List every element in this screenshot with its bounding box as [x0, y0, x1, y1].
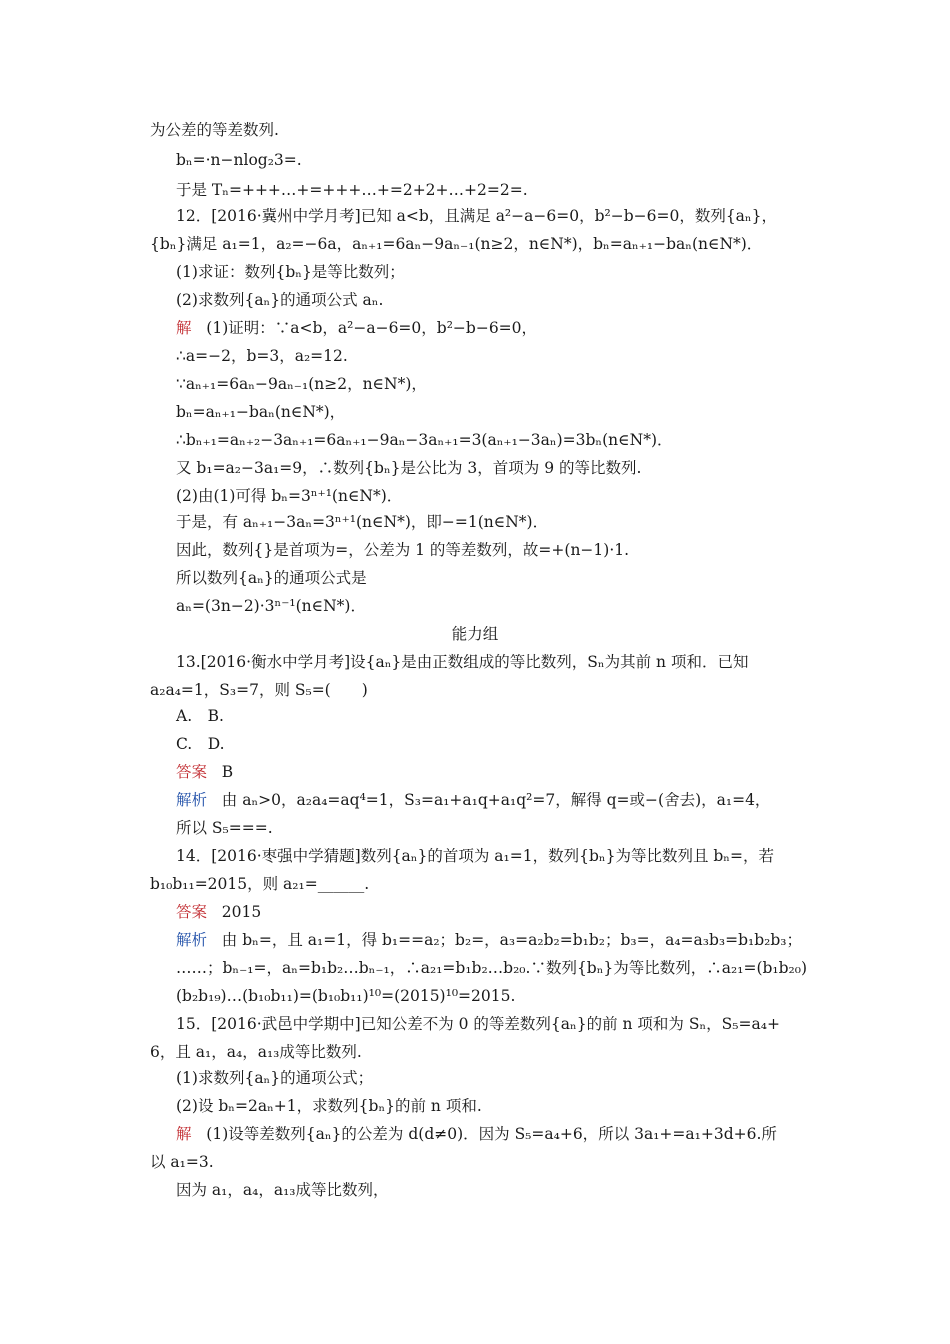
text-line: ∵aₙ₊₁=6aₙ−9aₙ₋₁(n≥2，n∈N*)， — [176, 375, 427, 393]
text-line: (1)求数列{aₙ}的通项公式； — [176, 1069, 374, 1087]
text-line: (1)求证：数列{bₙ}是等比数列； — [176, 263, 405, 281]
analysis-line — [176, 790, 770, 810]
text-line: 因此，数列{}是首项为=，公差为 1 的等差数列，故=+(n−1)·1. — [176, 541, 630, 559]
problem-15-heading: 15．[2016·武邑中学期中]已知公差不为 0 的等差数列{aₙ}的前 n 项和为 Sₙ，S₅=a₄+ — [176, 1015, 780, 1033]
answer-line — [176, 902, 261, 922]
problem-14-heading: 14．[2016·枣强中学猜题]数列{aₙ}的首项为 a₁=1，数列{bₙ}为等比数列且 bₙ=，若 — [176, 847, 774, 865]
text-line: ∴a=−2，b=3，a₂=12. — [176, 347, 348, 365]
text-line: 所以 S₅===. — [176, 819, 273, 837]
analysis-label: 解析 — [176, 791, 208, 809]
text-line: a₂a₄=1，S₃=7，则 S₅=( ) — [150, 681, 368, 699]
section-heading: 能力组 — [451, 625, 499, 643]
solution-label: 解 — [176, 319, 192, 337]
text-line: 于是 Tₙ=+++…+=+++…+=2+2+…+2=2=. — [176, 181, 528, 199]
text-line: 于是，有 aₙ₊₁−3aₙ=3ⁿ⁺¹(n∈N*)，即−=1(n∈N*)． — [176, 513, 549, 531]
analysis-label: 解析 — [176, 931, 208, 949]
text-line: b₁₀b₁₁=2015，则 a₂₁=______. — [150, 875, 370, 893]
text-line: 以 a₁=3. — [150, 1153, 214, 1171]
text-line: 又 b₁=a₂−3a₁=9，∴数列{bₙ}是公比为 3，首项为 9 的等比数列. — [176, 459, 642, 477]
text-line: (1)设等差数列{aₙ}的公差为 d(d≠0)．因为 S₅=a₄+6，所以 3a₁+=a₁+3d+6.所 — [206, 1125, 777, 1143]
answer-label: 答案 — [176, 903, 208, 921]
text-line: (2)求数列{aₙ}的通项公式 aₙ. — [176, 291, 384, 309]
text-line: 所以数列{aₙ}的通项公式是 — [176, 569, 367, 587]
text-line: (2)由(1)可得 bₙ=3ⁿ⁺¹(n∈N*)． — [176, 487, 403, 505]
solution-line — [176, 318, 537, 338]
text-line: 因为 a₁，a₄，a₁₃成等比数列， — [176, 1181, 389, 1199]
text-line: ∴bₙ₊₁=aₙ₊₂−3aₙ₊₁=6aₙ₊₁−9aₙ−3aₙ₊₁=3(aₙ₊₁−3aₙ)=3bₙ(n∈N*)． — [176, 431, 673, 449]
option-line: A. B. — [176, 707, 224, 725]
answer-line — [176, 762, 233, 782]
text-line: 由 aₙ>0，a₂a₄=aq⁴=1，S₃=a₁+a₁q+a₁q²=7，解得 q=或−(舍去)，a₁=4， — [221, 791, 771, 809]
text-line: 6，且 a₁，a₄，a₁₃成等比数列. — [150, 1043, 362, 1061]
text-line: {bₙ}满足 a₁=1，a₂=−6a，aₙ₊₁=6aₙ−9aₙ₋₁(n≥2，n∈N*)，bₙ=aₙ₊₁−baₙ(n∈N*)． — [150, 235, 763, 253]
text-line: (b₂b₁₉)…(b₁₀b₁₁)=(b₁₀b₁₁)¹⁰=(2015)¹⁰=2015. — [176, 987, 516, 1005]
answer-value: B — [221, 763, 234, 781]
problem-12-heading: 12．[2016·冀州中学月考]已知 a<b，且满足 a²−a−6=0，b²−b−6=0，数列{aₙ}， — [176, 207, 777, 225]
solution-label: 解 — [176, 1125, 192, 1143]
text-line: 为公差的等差数列. — [150, 121, 279, 139]
problem-13-heading: 13.[2016·衡水中学月考]设{aₙ}是由正数组成的等比数列，Sₙ为其前 n 项和．已知 — [176, 653, 749, 671]
text-line: ……；bₙ₋₁=，aₙ=b₁b₂…bₙ₋₁，∴a₂₁=b₁b₂…b₂₀.∵数列{bₙ}为等比数列，∴a₂₁=(b₁b₂₀) — [176, 959, 808, 977]
option-line: C. D. — [176, 735, 225, 753]
text-line: bₙ=aₙ₊₁−baₙ(n∈N*)， — [176, 403, 346, 421]
text-line: bₙ=·n−nlog₂3=. — [176, 151, 302, 169]
solution-line — [176, 1124, 777, 1144]
answer-label: 答案 — [176, 763, 208, 781]
answer-value: 2015 — [221, 903, 262, 921]
analysis-line — [176, 930, 802, 950]
text-line: (2)设 bₙ=2aₙ+1，求数列{bₙ}的前 n 项和. — [176, 1097, 482, 1115]
text-line: (1)证明：∵a<b，a²−a−6=0，b²−b−6=0， — [206, 319, 538, 337]
text-line: aₙ=(3n−2)·3ⁿ⁻¹(n∈N*)． — [176, 597, 366, 615]
text-line: 由 bₙ=，且 a₁=1，得 b₁==a₂；b₂=，a₃=a₂b₂=b₁b₂；b₃=，a₄=a₃b₃=b₁b₂b₃； — [221, 931, 803, 949]
